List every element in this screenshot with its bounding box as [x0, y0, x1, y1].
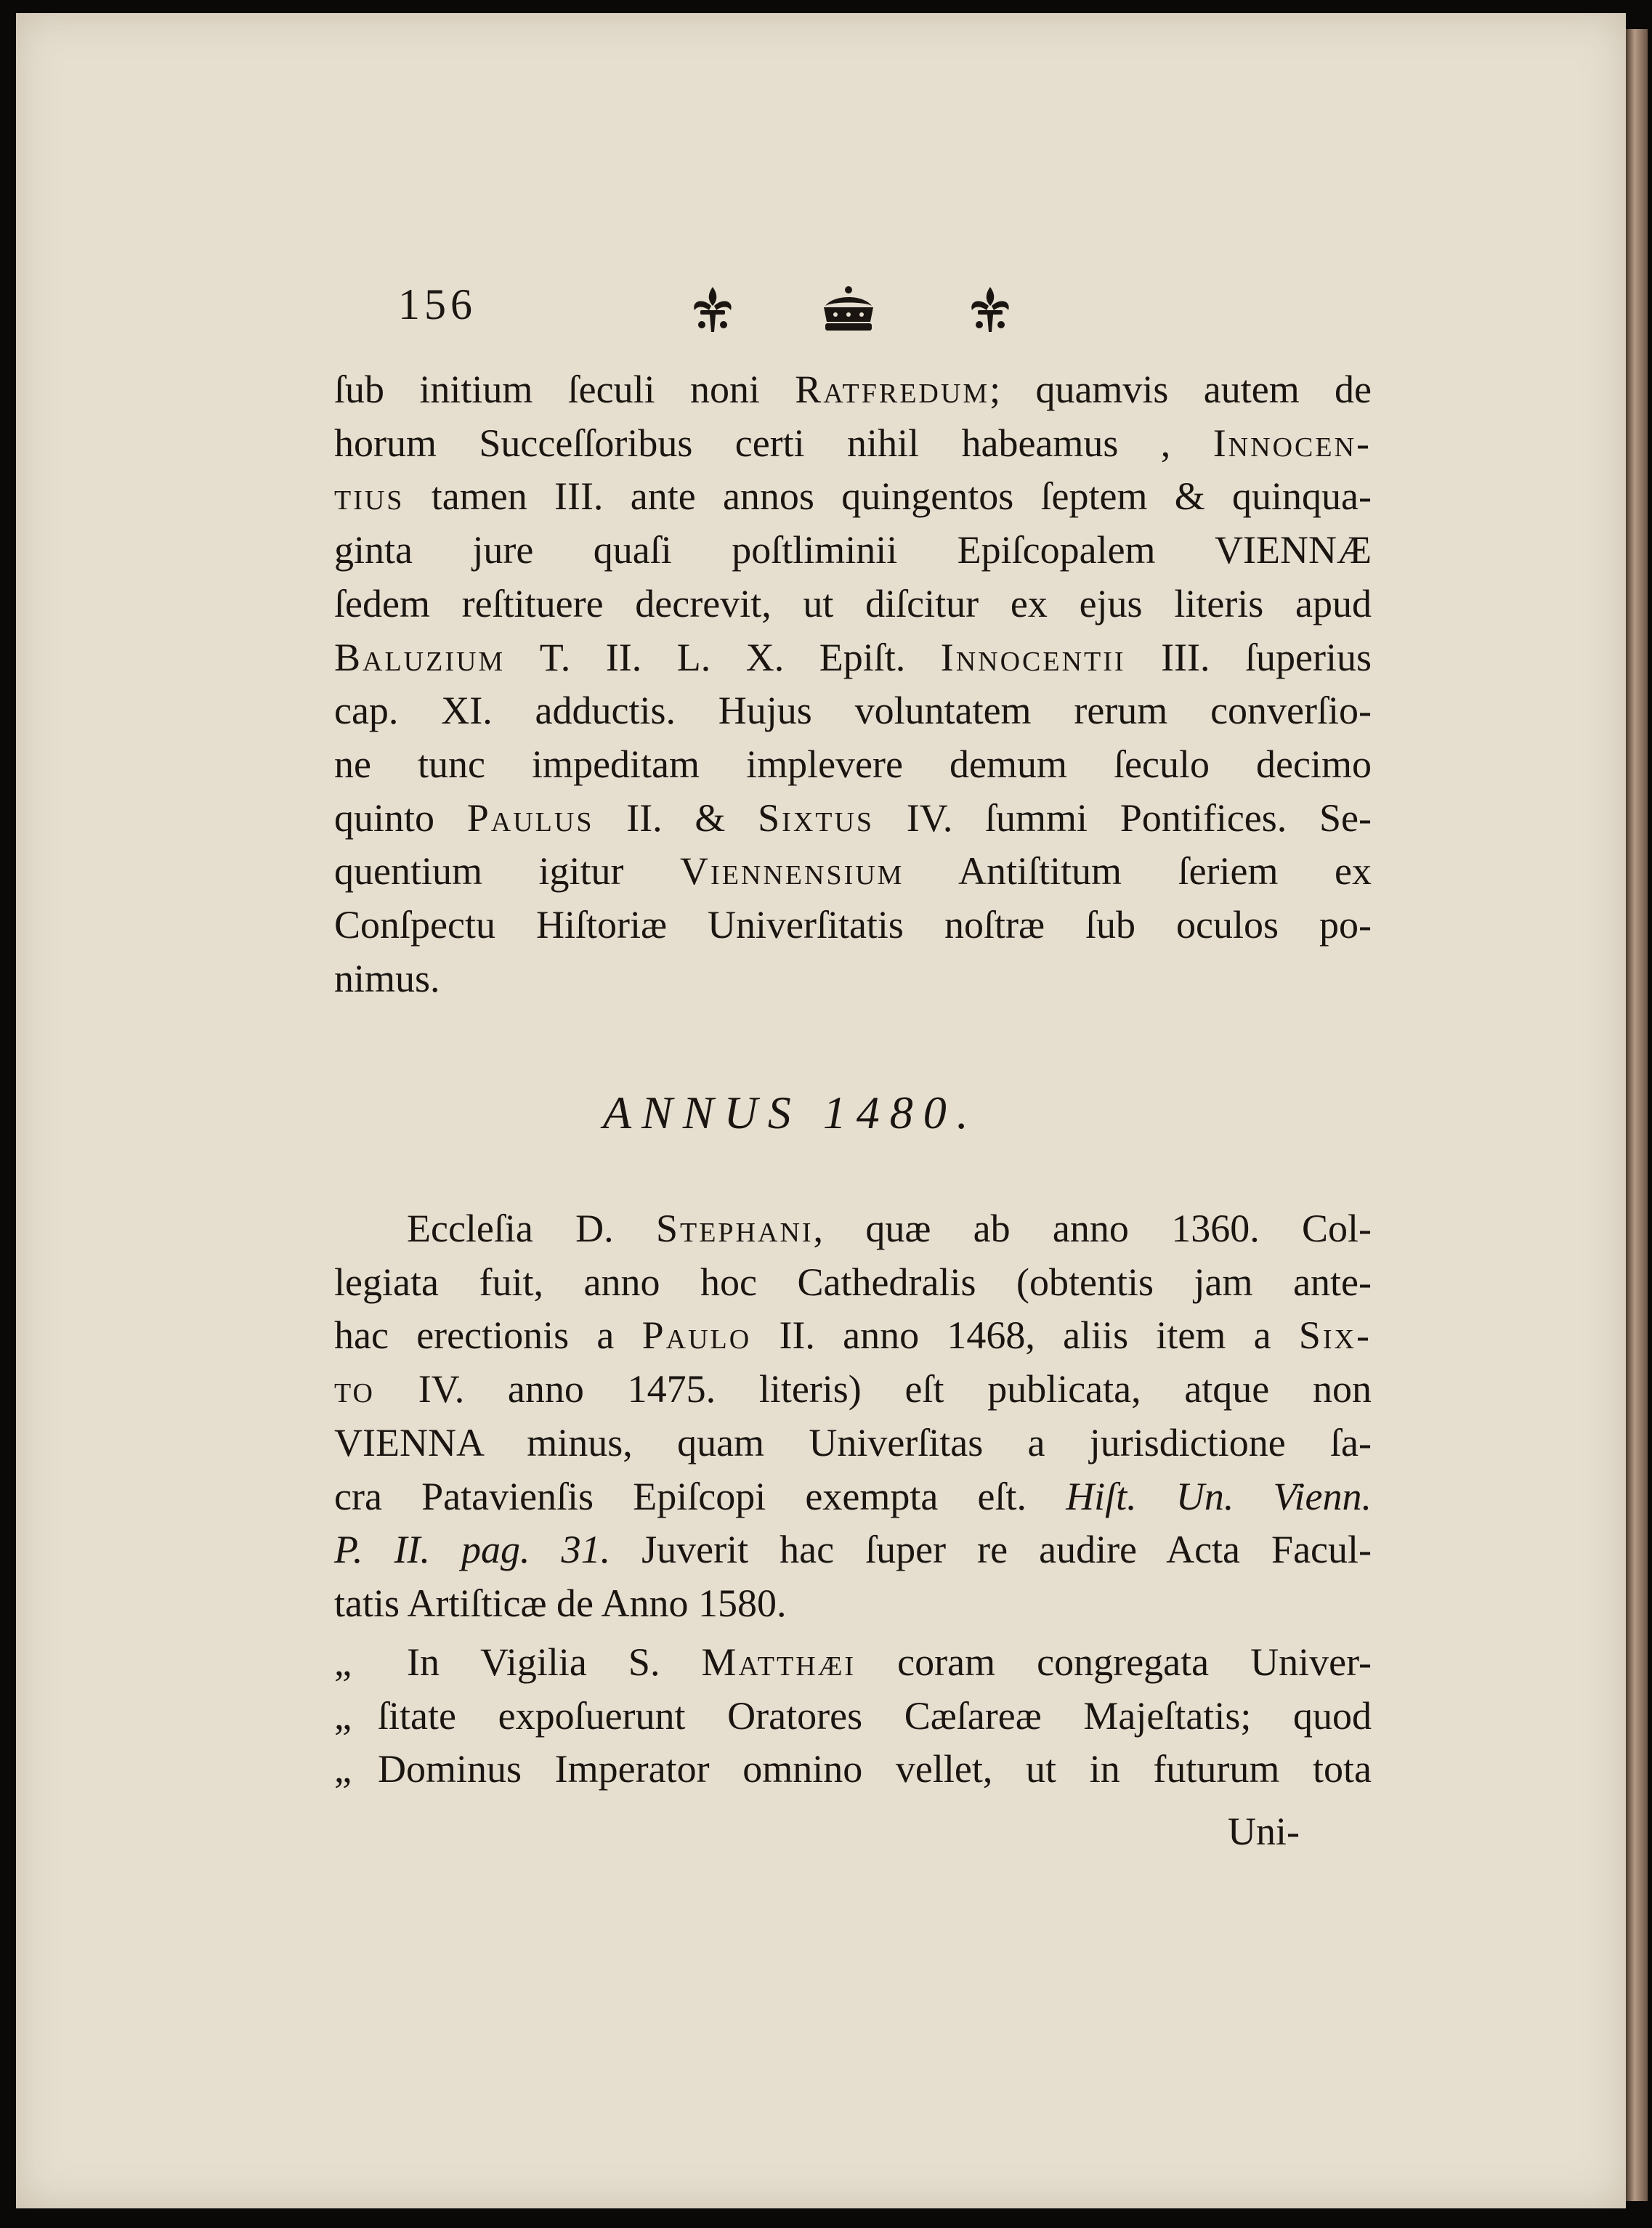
- small-caps-name: tius: [334, 474, 405, 519]
- text-line: [334, 845, 1372, 899]
- text-line: [334, 1743, 1372, 1796]
- text-run: III. ſuperius: [1125, 635, 1372, 679]
- text-run: quinto: [334, 795, 467, 840]
- text-run: nimus.: [334, 956, 440, 1000]
- small-caps-name: Six-: [1298, 1313, 1372, 1358]
- page-number: 156: [398, 280, 477, 328]
- text-run: legiata fuit, anno hoc Cathedralis (obtentis jam ante-: [334, 1260, 1372, 1304]
- small-caps-name: Paulus: [466, 795, 594, 840]
- text-line: [334, 738, 1372, 792]
- small-caps-name: Paulo: [641, 1313, 752, 1358]
- italic-citation: Hiſt. Un. Vienn.: [1066, 1474, 1372, 1518]
- book-fore-edge: [1626, 29, 1648, 2201]
- text-line: [334, 1690, 1372, 1743]
- quotation-mark: „: [334, 1747, 352, 1791]
- text-run: In Vigilia S.: [407, 1640, 702, 1684]
- text-line: [334, 952, 1372, 1006]
- text-run: ne tunc impeditam implevere demum ſeculo decimo: [334, 742, 1372, 786]
- small-caps-name: Matthæi: [701, 1640, 857, 1684]
- section-heading: ANNUS 1480.: [603, 1087, 979, 1138]
- text-run: cap. XI. adductis. Hujus voluntatem rerum converſio-: [334, 689, 1372, 733]
- text-run: coram congregata Univer-: [856, 1640, 1372, 1684]
- text-line: [334, 417, 1372, 471]
- text-run: II. anno 1468, aliis item a: [751, 1313, 1299, 1358]
- text-line: [334, 1523, 1372, 1577]
- text-line: [334, 363, 1372, 417]
- text-line: [334, 1577, 1372, 1631]
- text-run: , quæ ab anno 1360. Col-: [813, 1207, 1372, 1250]
- italic-citation: P. II. pag. 31.: [334, 1528, 611, 1572]
- text-run: hac erectionis a: [334, 1313, 642, 1358]
- catchword: Uni-: [1228, 1810, 1300, 1853]
- text-run: quentium igitur: [334, 849, 681, 894]
- text-run: T. II. L. X. Epiſt.: [505, 635, 941, 679]
- text-line: [334, 578, 1372, 631]
- paragraph-2: [334, 1202, 1372, 1631]
- text-run: cra Patavienſis Epiſcopi exempta eſt.: [334, 1474, 1066, 1518]
- text-run: horum Succeſſoribus certi nihil habeamus ,: [334, 421, 1213, 465]
- quotation-mark: „: [334, 1693, 352, 1738]
- text-run: ginta jure quaſi poſtliminii Epiſcopalem VIENNÆ: [334, 528, 1372, 572]
- quotation-mark: „: [334, 1640, 352, 1684]
- small-caps-name: Ratfredum: [795, 368, 990, 411]
- text-run: II. &: [594, 795, 758, 840]
- text-line: [334, 1363, 1372, 1417]
- text-run: Antiſtitum ſeriem ex: [904, 849, 1372, 894]
- text-line: [334, 631, 1372, 685]
- text-run: tamen III. ante annos quingentos ſeptem & quinqua-: [404, 474, 1372, 519]
- text-line: [334, 470, 1372, 524]
- small-caps-name: Baluzium: [334, 635, 506, 679]
- text-line: [334, 1417, 1372, 1470]
- quotation: [334, 1636, 1372, 1796]
- fleur-de-lis-ornament-left: [687, 284, 738, 335]
- text-run: ſub initium ſeculi noni: [334, 368, 795, 411]
- text-run: VIENNA minus, quam Univerſitas a jurisdictione ſa-: [334, 1420, 1372, 1465]
- text-line: [334, 1470, 1372, 1524]
- small-caps-name: Innocentii: [940, 635, 1126, 679]
- text-line: [334, 524, 1372, 578]
- text-run: Conſpectu Hiſtoriæ Univerſitatis noſtræ ſub oculos po-: [334, 903, 1372, 947]
- text-line: [334, 1256, 1372, 1310]
- text-run: Dominus Imperator omnino vellet, ut in futurum tota: [378, 1747, 1372, 1791]
- text-line: [334, 1309, 1372, 1363]
- text-run: IV. ſummi Pontifices. Se-: [874, 795, 1372, 840]
- text-run: Juverit hac ſuper re audire Acta Facul-: [610, 1528, 1372, 1572]
- text-line: [334, 792, 1372, 846]
- text-run: Eccleſia D.: [407, 1207, 656, 1250]
- small-caps-name: Stephani: [655, 1207, 814, 1250]
- paragraph-1: [334, 363, 1372, 1005]
- fleur-de-lis-ornament-right: [965, 284, 1016, 335]
- text-line: [334, 1202, 1372, 1256]
- text-run: tatis Artiſticæ de Anno 1580.: [334, 1581, 787, 1625]
- text-run: ; quamvis autem de: [989, 368, 1372, 411]
- text-line: [334, 684, 1372, 738]
- small-caps-name: to: [334, 1367, 375, 1411]
- small-caps-name: Innocen-: [1212, 421, 1372, 465]
- crown-ornament: [819, 284, 878, 335]
- small-caps-name: Viennensium: [680, 849, 904, 894]
- text-line: [334, 899, 1372, 952]
- running-header: [398, 280, 1415, 345]
- small-caps-name: Sixtus: [758, 795, 875, 840]
- text-run: ſedem reſtituere decrevit, ut diſcitur ex ejus literis apud: [334, 581, 1372, 625]
- text-run: ſitate expoſuerunt Oratores Cæſareæ Majeſtatis; quod: [378, 1693, 1372, 1738]
- text-line: [334, 1636, 1372, 1690]
- text-run: IV. anno 1475. literis) eſt publicata, atque non: [374, 1367, 1372, 1411]
